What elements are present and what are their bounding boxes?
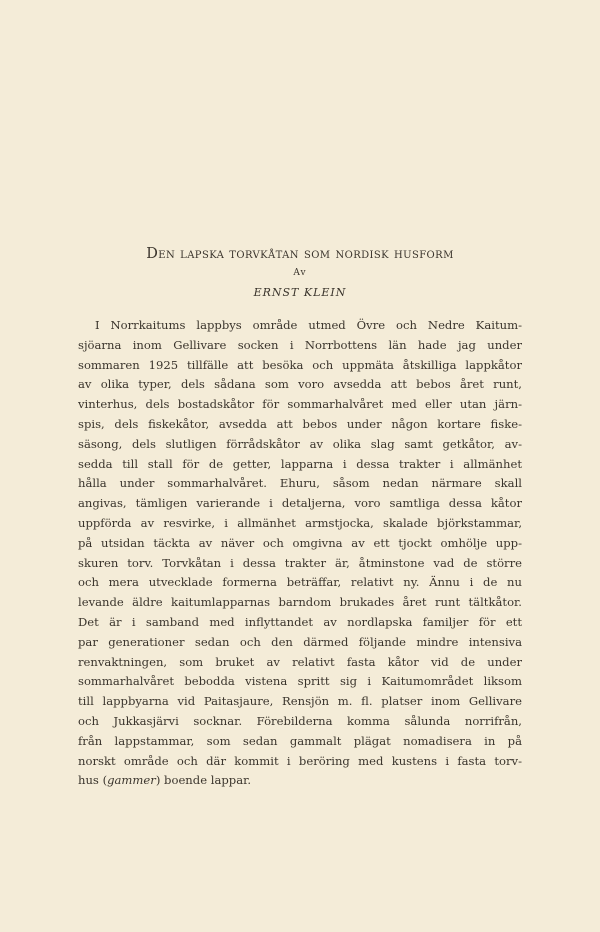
text-line: Det är i samband med inflyttandet av nordlapska familjer för ett [78,614,522,629]
text-line: uppförda av resvirke, i allmänhet armstjocka, skalade björkstammar, [78,515,522,530]
text-line: och mera utvecklade formerna beträffar, relativt ny. Ännu i de nu [78,575,522,590]
byline-prefix: Av [293,268,307,278]
text-line: renvaktningen, som bruket av relativt fasta kåtor vid de under [78,654,522,669]
text-line: av olika typer, dels sådana som voro avsedda att bebos året runt, [78,377,522,392]
author-name: ERNST KLEIN [253,286,347,299]
text-line: angivas, tämligen varierande i detaljerna, voro samtliga dessa kåtor [78,496,522,511]
text-line: par generationer sedan och den därmed följande mindre intensiva [78,634,522,649]
text-segment: hus ( [78,773,108,788]
text-line: spis, dels fiskekåtor, avsedda att bebos under någon kortare fiske- [78,416,522,431]
text-line: från lappstammar, som sedan gammalt plägat nomadisera in på [78,733,522,748]
text-line: och Jukkasjärvi socknar. Förebilderna komma sålunda norrifrån, [78,713,522,728]
article-title: Den lapska torvkåtan som nordisk husform [146,246,454,262]
text-line-final [78,771,522,791]
text-line: till lappbyarna vid Paitasjaure, Rensjön m. fl. platser inom Gellivare [78,694,522,709]
text-line: vinterhus, dels bostadskåtor för sommarhalvåret med eller utan järn- [78,397,522,412]
body-paragraph [78,316,522,791]
text-line: skuren torv. Torvkåtan i dessa trakter är, åtminstone vad de större [78,555,522,570]
text-line: sommarhalvåret bebodda vistena spritt sig i Kaitumområdet liksom [78,674,522,689]
text-line: I Norrkaitums lappbys område utmed Övre och Nedre Kaitum- [95,318,522,332]
text-line: hålla under sommarhalvåret. Ehuru, såsom nedan närmare skall [78,476,522,491]
text-line: levande äldre kaitumlapparnas barndom brukades året runt tältkåtor. [78,595,522,610]
text-line: norskt område och där kommit i beröring med kustens i fasta torv- [78,753,522,768]
text-line: sommaren 1925 tillfälle att besöka och uppmäta åtskilliga lappkåtor [78,357,522,372]
text-segment: ) boende lappar. [155,773,252,788]
text-line: säsong, dels slutligen förrådskåtor av olika slag samt getkåtor, av- [78,436,522,451]
text-line: sjöarna inom Gellivare socken i Norrbottens län hade jag under [78,337,522,352]
text-line: på utsidan täckta av näver och omgivna av ett tjockt omhölje upp- [78,535,522,550]
text-line: sedda till stall för de getter, lapparna i dessa trakter i allmänhet [78,456,522,471]
italic-term: gammer [107,773,156,788]
